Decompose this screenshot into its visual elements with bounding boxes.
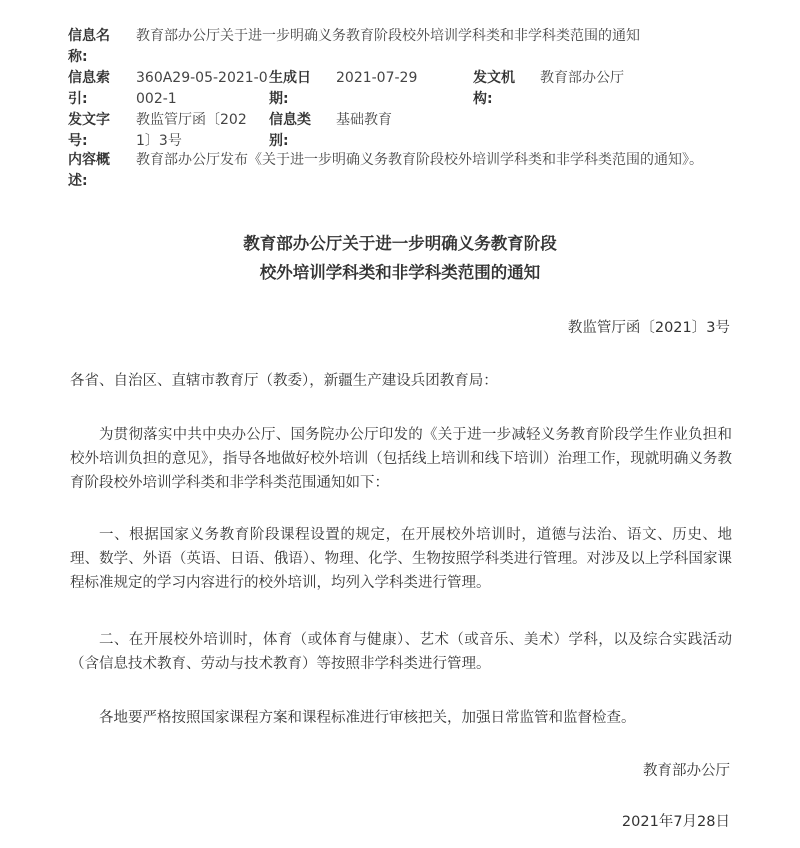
- paragraph-intro: [70, 423, 732, 495]
- paragraph-item-1: [70, 523, 732, 595]
- metadata-row-docno: [68, 110, 748, 150]
- signer: 教育部办公厅: [643, 763, 730, 779]
- category-label: 信息类别:: [269, 112, 311, 149]
- paragraph-text: 一、根据国家义务教育阶段课程设置的规定，在开展校外培训时，道德与法治、语文、历史、地理、数学、外语（英语、日语、俄语）、物理、化学、生物按照学科类进行管理。对涉及以上学科国家课程标准规定的学习内容进行的校外培训，均列入学科类进行管理。: [70, 527, 732, 591]
- generated-date-value: 2021-07-29: [336, 70, 418, 86]
- document-date: 2021年7月28日: [621, 814, 730, 830]
- info-name-value: 教育部办公厅关于进一步明确义务教育阶段校外培训学科类和非学科类范围的通知: [136, 28, 640, 44]
- summary-label: 内容概述:: [68, 152, 110, 189]
- doc-number-value: 教监管厅函〔2021〕3号: [136, 112, 247, 149]
- doc-number-label: 发文字号:: [68, 112, 110, 149]
- paragraph-text: 为贯彻落实中共中央办公厅、国务院办公厅印发的《关于进一步减轻义务教育阶段学生作业负担和校外培训负担的意见》，指导各地做好校外培训（包括线上培训和线下培训）治理工作，现就明确义务教育阶段校外培训学科类和非学科类范围通知如下：: [70, 427, 732, 491]
- issuer-label: 发文机构:: [473, 70, 515, 107]
- document-title-line-2: 校外培训学科类和非学科类范围的通知: [259, 263, 541, 282]
- paragraph-text: 各地要严格按照国家课程方案和课程标准进行审核把关，加强日常监管和监督检查。: [99, 710, 636, 726]
- salutation: 各省、自治区、直辖市教育厅（教委），新疆生产建设兵团教育局：: [70, 373, 498, 389]
- info-index-label: 信息索引:: [68, 70, 110, 107]
- document-title: [0, 229, 800, 287]
- metadata-row-index: [68, 68, 748, 110]
- category-value: 基础教育: [336, 112, 392, 128]
- paragraph-text: 二、在开展校外培训时，体育（或体育与健康）、艺术（或音乐、美术）学科，以及综合实践活动（含信息技术教育、劳动与技术教育）等按照非学科类进行管理。: [70, 632, 732, 672]
- issuer-value: 教育部办公厅: [540, 70, 624, 86]
- metadata-table: [68, 26, 748, 192]
- paragraph-closing: [70, 706, 732, 730]
- paragraph-item-2: [70, 628, 732, 676]
- info-name-label: 信息名称:: [68, 28, 110, 65]
- summary-value: 教育部办公厅发布《关于进一步明确义务教育阶段校外培训学科类和非学科类范围的通知》。: [136, 152, 703, 168]
- generated-date-label: 生成日期:: [269, 70, 311, 107]
- metadata-row-title: [68, 26, 748, 68]
- document-number: 教监管厅函〔2021〕3号: [567, 320, 730, 336]
- info-index-value: 360A29-05-2021-0002-1: [136, 70, 268, 107]
- document-title-line-1: 教育部办公厅关于进一步明确义务教育阶段: [243, 234, 557, 253]
- metadata-row-summary: [68, 150, 748, 192]
